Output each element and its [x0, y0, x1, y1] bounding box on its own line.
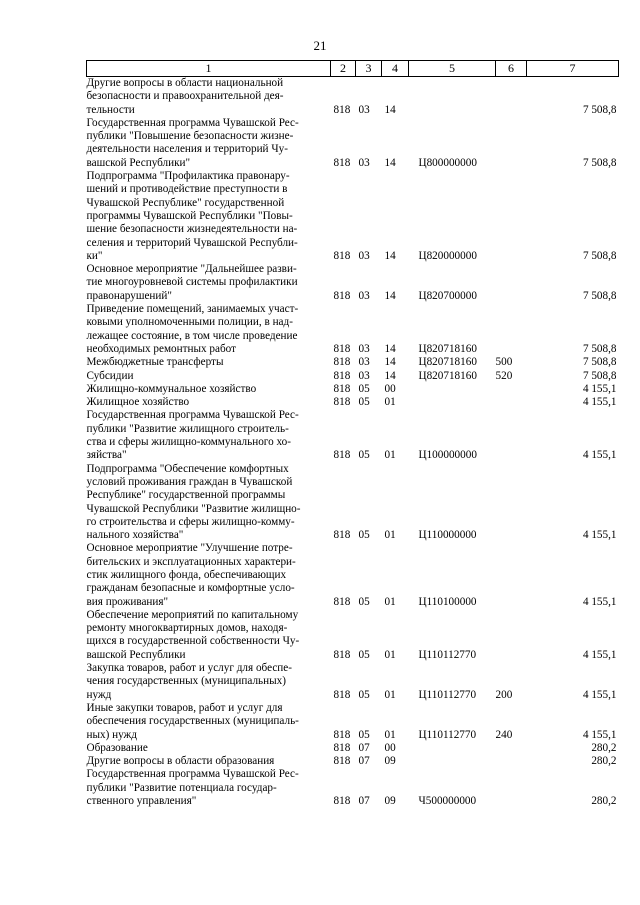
- cell-glava: 818: [333, 342, 351, 355]
- item-name-line: Приведение помещений, занимаемых участ-: [86, 303, 299, 316]
- cell-razdel: 05: [358, 595, 370, 608]
- cell-razdel: 05: [358, 728, 370, 741]
- cell-amount: 4 155,1: [582, 688, 617, 701]
- item-name-line: нального хозяйства": [86, 529, 184, 542]
- cell-podrazdel: 01: [384, 728, 396, 741]
- cell-amount: 4 155,1: [582, 648, 617, 661]
- item-name-line: безопасности и правоохранительной дея-: [86, 90, 284, 103]
- item-name-line: вия проживания": [86, 595, 169, 608]
- cell-expense-type: [496, 77, 527, 117]
- table-row: [87, 396, 619, 409]
- cell-target-article: [409, 755, 496, 768]
- cell-expense-type: [496, 463, 527, 543]
- cell-item-name: [87, 702, 331, 742]
- item-name-line: публики "Повышение безопасности жизне-: [86, 130, 294, 143]
- cell-amount: 7 508,8: [582, 103, 617, 116]
- item-name-line: Подпрограмма "Обеспечение комфортных: [86, 462, 289, 475]
- cell-expense-type: [496, 303, 527, 356]
- cell-podrazdel: 14: [384, 249, 396, 262]
- item-name-line: гражданам безопасные и комфортные усло-: [86, 582, 295, 595]
- item-name-line: Государственная программа Чувашской Рес-: [86, 116, 299, 129]
- item-name-line: тие многоуровневой системы профилактики: [86, 276, 298, 289]
- cell-amount: 280,2: [591, 741, 617, 754]
- item-name-line: шений и противодействие преступности в: [86, 183, 288, 196]
- cell-razdel: 05: [358, 648, 370, 661]
- cell-razdel: 05: [358, 688, 370, 701]
- cell-target-article: Ц110112770: [418, 648, 477, 661]
- cell-podrazdel: 01: [384, 449, 396, 462]
- cell-podrazdel: 14: [384, 156, 396, 169]
- cell-podrazdel: 14: [384, 289, 396, 302]
- cell-target-article: Ц820718160: [418, 342, 477, 355]
- cell-target-article: Ц820718160: [418, 369, 477, 382]
- cell-glava: 818: [333, 156, 351, 169]
- item-name-line: вашской Республики": [86, 156, 191, 169]
- cell-glava: 818: [333, 249, 351, 262]
- cell-razdel: 03: [358, 156, 370, 169]
- cell-glava: 818: [333, 755, 351, 768]
- item-name-line: Чувашской Республики "Развитие жилищно-: [86, 502, 301, 515]
- item-name-line: Основное мероприятие "Дальнейшее разви-: [86, 263, 297, 276]
- table-row: [87, 463, 619, 543]
- item-name-line: Другие вопросы в области образования: [86, 755, 275, 768]
- cell-podrazdel: 01: [384, 396, 396, 409]
- item-name-line: программы Чувашской Республики "Повы-: [86, 209, 293, 222]
- item-name-line: Межбюджетные трансферты: [86, 356, 224, 369]
- cell-amount: 7 508,8: [582, 342, 617, 355]
- table-row: [87, 263, 619, 303]
- cell-expense-type: [496, 768, 527, 808]
- cell-item-name: [87, 77, 331, 117]
- cell-expense-type: 500: [495, 356, 513, 369]
- cell-item-name: [87, 396, 331, 409]
- cell-item-name: [87, 542, 331, 608]
- cell-razdel: 03: [358, 103, 370, 116]
- item-name-line: стик жилищного фонда, обеспечивающих: [86, 568, 287, 581]
- cell-podrazdel: 00: [384, 741, 396, 754]
- item-name-line: Основное мероприятие "Улучшение потре-: [86, 542, 293, 555]
- item-name-line: публики "Развитие жилищного строитель-: [86, 422, 289, 435]
- cell-target-article: Ц820700000: [418, 289, 477, 302]
- cell-amount: 7 508,8: [582, 369, 617, 382]
- item-name-line: деятельности населения и территорий Чу-: [86, 143, 288, 156]
- table-row: [87, 542, 619, 608]
- cell-glava: 818: [333, 648, 351, 661]
- item-name-line: Государственная программа Чувашской Рес-: [86, 409, 299, 422]
- item-name-line: необходимых ремонтных работ: [86, 342, 237, 355]
- cell-podrazdel: 14: [384, 356, 396, 369]
- cell-razdel: 03: [358, 369, 370, 382]
- cell-amount: 7 508,8: [582, 249, 617, 262]
- item-name-line: шение безопасности жизнедеятельности на-: [86, 223, 298, 236]
- column-header-6: 6: [496, 61, 527, 77]
- table-row: [87, 662, 619, 702]
- cell-glava: 818: [333, 529, 351, 542]
- item-name-line: селения и территорий Чувашской Республи-: [86, 236, 298, 249]
- cell-target-article: Ц820718160: [418, 356, 477, 369]
- cell-expense-type: 200: [495, 688, 513, 701]
- item-name-line: правонарушений": [86, 289, 172, 302]
- item-name-line: Чувашской Республике" государственной: [86, 196, 285, 209]
- cell-amount: 4 155,1: [582, 728, 617, 741]
- item-name-line: зяйства": [86, 449, 127, 462]
- cell-target-article: Ц110100000: [418, 595, 477, 608]
- cell-expense-type: [496, 609, 527, 662]
- cell-amount: 4 155,1: [582, 595, 617, 608]
- cell-amount: 4 155,1: [582, 529, 617, 542]
- item-name-line: тельности: [86, 103, 135, 116]
- table-row: [87, 755, 619, 768]
- item-name-line: Закупка товаров, работ и услуг для обеспе-: [86, 662, 292, 675]
- item-name-line: щихся в государственной собственности Чу-: [86, 635, 300, 648]
- cell-glava: 818: [333, 688, 351, 701]
- cell-expense-type: [496, 409, 527, 462]
- cell-glava: 818: [333, 356, 351, 369]
- item-name-line: ных) нужд: [86, 728, 137, 741]
- item-name-line: обеспечения государственных (муниципаль-: [86, 715, 299, 728]
- cell-podrazdel: 09: [384, 795, 396, 808]
- item-name-line: условий проживания граждан в Чувашской: [86, 475, 293, 488]
- table-row: [87, 609, 619, 662]
- cell-expense-type: [496, 396, 527, 409]
- item-name-line: Субсидии: [86, 369, 134, 382]
- cell-amount: 4 155,1: [582, 382, 617, 395]
- item-name-line: вашской Республики: [86, 648, 186, 661]
- cell-expense-type: [496, 117, 527, 170]
- table-header: [87, 61, 619, 77]
- cell-target-article: Ц100000000: [418, 449, 477, 462]
- cell-item-name: [87, 117, 331, 170]
- table-row: [87, 77, 619, 117]
- cell-amount: 4 155,1: [582, 449, 617, 462]
- cell-razdel: 05: [358, 449, 370, 462]
- cell-expense-type: [496, 542, 527, 608]
- column-header-7: 7: [527, 61, 619, 77]
- cell-target-article: [409, 383, 496, 396]
- table-row: [87, 117, 619, 170]
- cell-expense-type: [496, 263, 527, 303]
- item-name-line: ства и сферы жилищно-коммунального хо-: [86, 436, 291, 449]
- table-row: [87, 409, 619, 462]
- cell-amount: 280,2: [591, 755, 617, 768]
- cell-razdel: 03: [358, 289, 370, 302]
- item-name-line: Другие вопросы в области национальной: [86, 77, 284, 89]
- cell-razdel: 05: [358, 396, 370, 409]
- cell-item-name: [87, 263, 331, 303]
- cell-item-name: [87, 356, 331, 369]
- cell-item-name: [87, 662, 331, 702]
- column-header-5: 5: [409, 61, 496, 77]
- cell-target-article: Ц110000000: [418, 529, 477, 542]
- cell-razdel: 07: [358, 795, 370, 808]
- item-name-line: лежащее состояние, в том числе проведение: [86, 329, 298, 342]
- cell-razdel: 05: [358, 382, 370, 395]
- cell-item-name: [87, 383, 331, 396]
- cell-expense-type: [496, 170, 527, 263]
- item-name-line: Государственная программа Чувашской Рес-: [86, 768, 299, 781]
- cell-razdel: 07: [358, 741, 370, 754]
- cell-glava: 818: [333, 103, 351, 116]
- cell-glava: 818: [333, 595, 351, 608]
- item-name-line: Иные закупки товаров, работ и услуг для: [86, 701, 283, 714]
- header-row: [87, 61, 619, 77]
- cell-razdel: 03: [358, 342, 370, 355]
- cell-podrazdel: 01: [384, 529, 396, 542]
- cell-glava: 818: [333, 795, 351, 808]
- table-row: [87, 742, 619, 755]
- cell-expense-type: [496, 383, 527, 396]
- column-header-2: 2: [331, 61, 356, 77]
- cell-amount: 7 508,8: [582, 156, 617, 169]
- item-name-line: го строительства и сферы жилищно-комму-: [86, 515, 295, 528]
- budget-table: [86, 60, 619, 808]
- item-name-line: бительских и эксплуатационных характери-: [86, 555, 296, 568]
- cell-expense-type: [496, 742, 527, 755]
- item-name-line: Обеспечение мероприятий по капитальному: [86, 608, 299, 621]
- cell-target-article: Ц110112770: [418, 728, 477, 741]
- table-row: [87, 170, 619, 263]
- cell-expense-type: 240: [495, 728, 513, 741]
- cell-amount: 280,2: [591, 795, 617, 808]
- cell-target-article: [409, 77, 496, 117]
- item-name-line: Жилищное хозяйство: [86, 396, 190, 409]
- cell-razdel: 03: [358, 249, 370, 262]
- cell-expense-type: [496, 755, 527, 768]
- item-name-line: ковыми уполномоченными полиции, в над-: [86, 316, 293, 329]
- cell-target-article: Ц800000000: [418, 156, 477, 169]
- table-row: [87, 702, 619, 742]
- cell-razdel: 05: [358, 529, 370, 542]
- cell-glava: 818: [333, 369, 351, 382]
- cell-podrazdel: 14: [384, 103, 396, 116]
- cell-target-article: Ч500000000: [418, 795, 477, 808]
- cell-target-article: [409, 396, 496, 409]
- cell-glava: 818: [333, 289, 351, 302]
- cell-item-name: [87, 768, 331, 808]
- item-name-line: Образование: [86, 741, 148, 754]
- table-row: [87, 383, 619, 396]
- cell-target-article: [409, 742, 496, 755]
- cell-item-name: [87, 409, 331, 462]
- item-name-line: Республике" государственной программы: [86, 489, 286, 502]
- cell-item-name: [87, 742, 331, 755]
- cell-podrazdel: 01: [384, 648, 396, 661]
- cell-amount: 7 508,8: [582, 289, 617, 302]
- table-row: [87, 768, 619, 808]
- cell-target-article: Ц820000000: [418, 249, 477, 262]
- cell-item-name: [87, 370, 331, 383]
- cell-glava: 818: [333, 382, 351, 395]
- column-header-1: 1: [87, 61, 331, 77]
- cell-amount: 4 155,1: [582, 396, 617, 409]
- cell-podrazdel: 14: [384, 369, 396, 382]
- table-row: [87, 356, 619, 369]
- cell-expense-type: 520: [495, 369, 513, 382]
- cell-amount: 7 508,8: [582, 356, 617, 369]
- cell-glava: 818: [333, 396, 351, 409]
- cell-razdel: 03: [358, 356, 370, 369]
- cell-podrazdel: 01: [384, 688, 396, 701]
- item-name-line: чения государственных (муниципальных): [86, 675, 286, 688]
- column-header-4: 4: [382, 61, 409, 77]
- cell-item-name: [87, 463, 331, 543]
- column-header-3: 3: [356, 61, 382, 77]
- table-row: [87, 370, 619, 383]
- table-body: [87, 77, 619, 809]
- cell-razdel: 07: [358, 755, 370, 768]
- page-number: 21: [313, 38, 327, 53]
- item-name-line: публики "Развитие потенциала государ-: [86, 781, 277, 794]
- cell-item-name: [87, 170, 331, 263]
- item-name-line: нужд: [86, 688, 112, 701]
- table-row: [87, 303, 619, 356]
- item-name-line: Жилищно-коммунальное хозяйство: [86, 382, 257, 395]
- item-name-line: ственного управления": [86, 795, 197, 808]
- cell-item-name: [87, 303, 331, 356]
- cell-podrazdel: 00: [384, 382, 396, 395]
- cell-podrazdel: 01: [384, 595, 396, 608]
- cell-podrazdel: 09: [384, 755, 396, 768]
- cell-glava: 818: [333, 728, 351, 741]
- item-name-line: ремонту многоквартирных домов, находя-: [86, 622, 288, 635]
- cell-podrazdel: 14: [384, 342, 396, 355]
- cell-item-name: [87, 755, 331, 768]
- item-name-line: Подпрограмма "Профилактика правонару-: [86, 170, 290, 183]
- cell-item-name: [87, 609, 331, 662]
- cell-target-article: Ц110112770: [418, 688, 477, 701]
- cell-glava: 818: [333, 741, 351, 754]
- cell-glava: 818: [333, 449, 351, 462]
- item-name-line: ки": [86, 249, 103, 262]
